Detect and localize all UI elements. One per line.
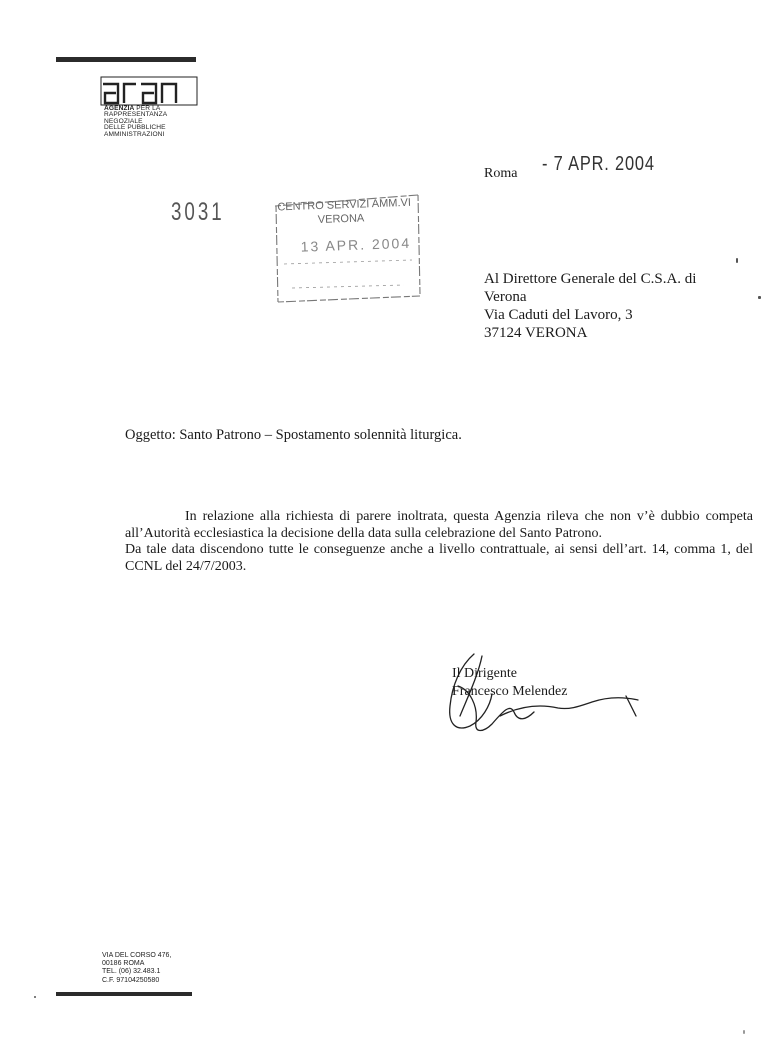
footer-line: TEL. (06) 32.483.1 [102,968,161,976]
agency-line: NEGOZIALE [104,117,143,125]
place: Roma [484,166,518,181]
footer-line: VIA DEL CORSO 476, [102,952,172,959]
footer-rule [56,992,192,996]
address-line: Al Direttore Generale del C.S.A. di [484,271,697,287]
stamp-date: 13 APR. 2004 [300,234,412,255]
body-paragraph: Da tale data discendono tutte le conseguenze anche a livello contrattuale, ai sensi dell’art. 14, comma 1, del CCNL del 24/7/2003. [125,542,753,574]
agency-line: RAPPRESENTANZA [104,111,168,119]
protocol-number: 3031 [171,198,225,226]
signatory-name: Francesco Melendez [452,684,568,699]
received-stamp [277,196,419,255]
footer-line: C.F. 97104250580 [102,976,160,984]
address-line: Verona [484,289,527,305]
subject-line: Oggetto: Santo Patrono – Spostamento solennità liturgica. [125,427,462,443]
scan-speck [743,1030,745,1034]
aran-logo [100,74,200,106]
recipient-address [484,270,696,342]
stamp-line: CENTRO SERVIZI AMM.VI [277,196,412,214]
header-rule [56,57,196,62]
stamp-line: VERONA [317,212,365,227]
address-line: Via Caduti del Lavoro, 3 [484,307,633,323]
address-line: 37124 VERONA [484,325,588,341]
agency-line: AMMINISTRAZIONI [104,130,165,138]
agency-line: DELLE PUBBLICHE [104,124,166,132]
agency-line: AGENZIA PER LA [104,105,161,112]
body-paragraph: In relazione alla richiesta di parere inoltrata, questa Agenzia rileva che non v’è dubbio competa all’Autorità ecclesiastica la decisione della data sulla celebrazione del Santo Patrono. [125,509,753,541]
scan-speck [736,258,738,263]
date-stamp: - 7 APR. 2004 [542,153,655,175]
agency-name [104,106,214,138]
letter-body [125,509,753,575]
footer-line: 00186 ROMA [102,960,145,968]
scan-speck [34,996,36,998]
signatory-role: Il Dirigente [452,666,517,681]
footer-address [102,952,171,985]
scan-speck [758,296,761,299]
